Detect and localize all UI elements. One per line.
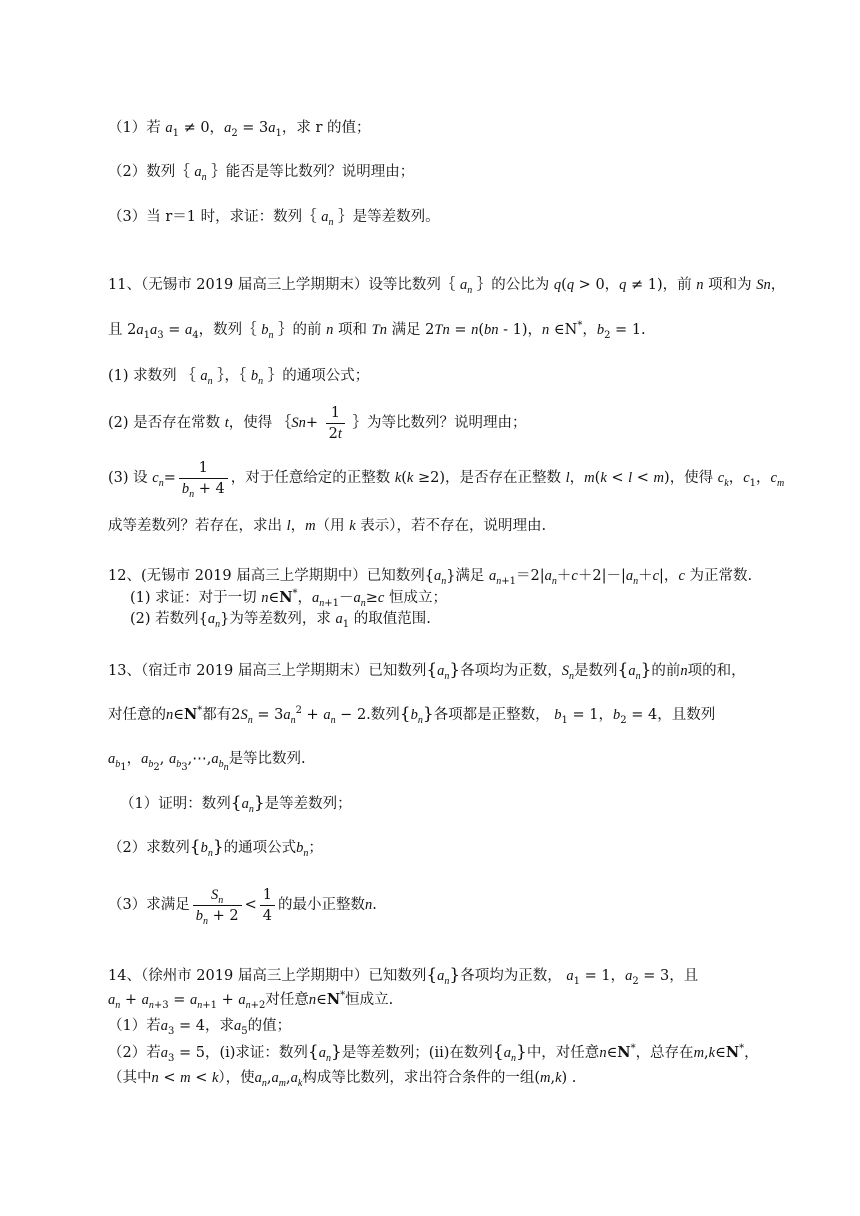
q13-line3: $a_{b_1}$，$a_{b_2}$, $a_{b_3},\cdots,a_{b_n}$是等比数列.: [108, 751, 306, 773]
q11-part3-line2: 成等差数列？若存在，求出 l，m（用 k 表示），若不存在，说明理由.: [108, 518, 547, 534]
q12-part1: (1) 求证：对于一切 n∈N*，$a_{n+1}-a_n\ge c$ 恒成立；: [130, 588, 447, 609]
q10-part2: （2）数列｛ $a_n$ ｝能否是等比数列？说明理由；: [108, 164, 415, 183]
q13-header: 13、（宿迁市 2019 届高三上学期期末）已知数列$\{a_n\}$各项均为正数，$S_n$是数列$\{a_n\}$的前n项的和，: [108, 660, 746, 682]
q14-part2: （2）若$a_3 = 5$，(ⅰ)求证：数列$\{a_n\}$是等差数列；(ⅱ)在数列$\{a_n\}$中，对任意n∈N*，总存在m,k∈N*，: [108, 1042, 759, 1064]
q11-part1: (1) 求数列 ｛ $a_n$ ｝，｛ $b_n$ ｝的通项公式；: [108, 368, 370, 387]
fraction-1-over-2t: $\frac{1}{2t}$: [326, 403, 345, 444]
fraction-sn-over-bn-plus-2: $\frac{S_n}{b_n + 2}$: [193, 885, 242, 926]
q10-part1: （1）若 $a_1 \ne 0$，$a_2 = 3a_1$，求 r 的值；: [108, 120, 371, 139]
q14-part2-line2: （其中n < m < k），使$a_n,a_m,a_k$构成等比数列，求出符合条件的一组(m,k) .: [108, 1070, 577, 1089]
q13-part3: （3）求满足 $\frac{S_n}{b_n + 2}$ < $\frac{1}{4}$ 的最小正整数n.: [108, 886, 377, 927]
q11-part2: (2) 是否存在常数 t，使得 ｛Sn+ $\frac{1}{2t}$ ｝为等比数列？说明理由；: [108, 404, 527, 442]
q13-part1: （1）证明：数列$\{a_n\}$是等差数列；: [120, 793, 352, 815]
q13-line2: 对任意的n∈N*都有$2S_n = 3a_n^2 + a_n - 2$.数列$\{b_n\}$各项都是正整数， $b_1 = 1$，$b_2 = 4$，且数列: [108, 704, 716, 726]
q14-line2: $a_n + a_{n+3} = a_{n+1} + a_{n+2}$对任意n∈N*恒成立.: [108, 990, 394, 1011]
q11-line2: 且 $2a_1a_3 = a_4$，数列｛ $b_n$ ｝的前 n 项和 Tn 满足 2Tn = n(bn - 1)，n ∈N*，$b_2 = 1$.: [108, 320, 646, 341]
q11-part3: (3) 设 $c_n=$ $\frac{1}{b_n + 4}$ ，对于任意给定的正整数 k(k ≥2)，是否存在正整数 l，m(k < l < m)，使得 $c_k$，$c_1$，$c_m$: [108, 459, 785, 500]
q14-part1: （1）若$a_3 = 4$，求$a_5$的值；: [108, 1018, 292, 1037]
fraction-1-over-bn-plus-4: $\frac{1}{b_n + 4}$: [179, 458, 228, 499]
fraction-1-over-4: $\frac{1}{4}$: [260, 885, 275, 926]
q13-part2: （2）求数列$\{b_n\}$的通项公式$b_n$；: [108, 837, 323, 859]
q14-header: 14、（徐州市 2019 届高三上学期期中）已知数列$\{a_n\}$各项均为正数， $a_1 = 1$，$a_2 = 3$，且: [108, 965, 699, 987]
q12-header: 12、(无锡市 2019 届高三上学期期中）已知数列$\{a_n\}$满足 $a_{n+1}=2|a_n+c+2|-|a_n+c|$，c 为正常数.: [108, 568, 753, 587]
q11-header: 11、（无锡市 2019 届高三上学期期末）设等比数列｛ $a_n$ ｝的公比为 q(q > 0，q ≠ 1)，前 n 项和为 Sn，: [108, 277, 786, 296]
q12-part2: (2) 若数列$\{a_n\}$为等差数列，求 $a_1$ 的取值范围.: [130, 611, 431, 630]
q10-part3: （3）当 r＝1 时，求证：数列｛ $a_n$ ｝是等差数列。: [108, 209, 440, 228]
